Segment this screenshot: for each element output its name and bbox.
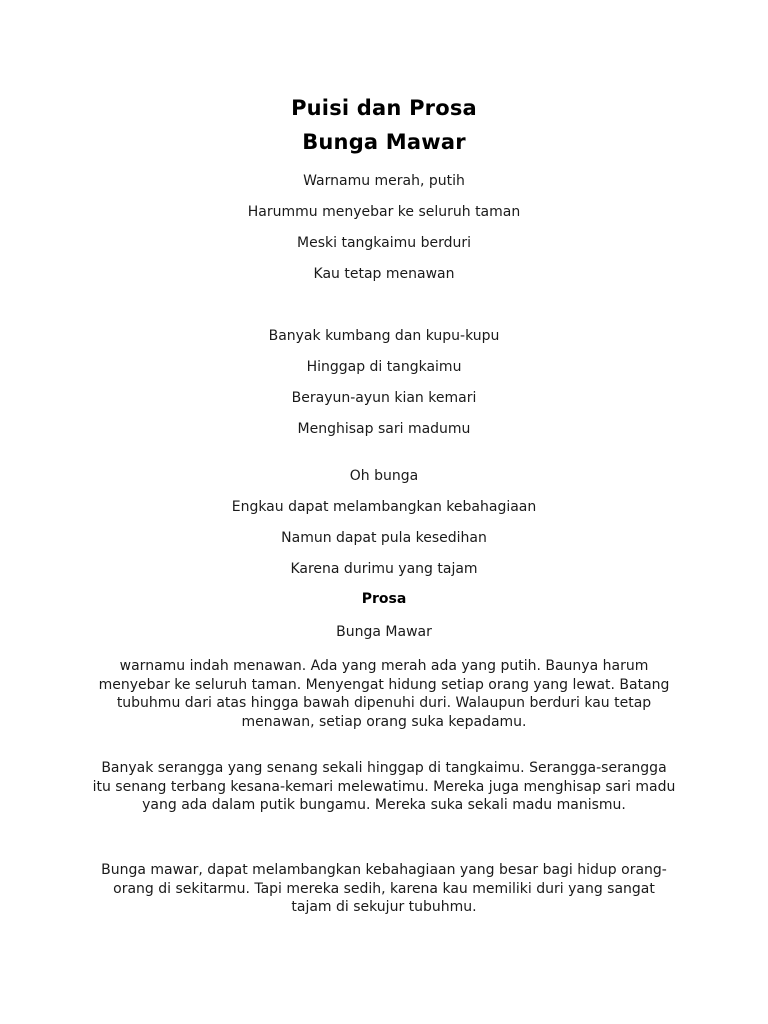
poem-line: Engkau dapat melambangkan kebahagiaan <box>231 499 537 515</box>
prosa-subtitle: Bunga Mawar <box>336 624 432 640</box>
prosa-paragraph-1: warnamu indah menawan. Ada yang merah ada yang putih. Baunya harum menyebar ke seluruh taman. Menyengat hidung setiap orang yang lewat. Batang tubuhmu dari atas hingga bawah dipenuhi duri. Walaupun berduri kau tetap menawan, setiap orang suka kepadamu. <box>98 658 670 730</box>
poem-line: Kau tetap menawan <box>313 266 455 282</box>
poem-line: Meski tangkaimu berduri <box>297 235 471 251</box>
poem-stanza-1 <box>0 166 768 290</box>
poem-line: Harummu menyebar ke seluruh taman <box>247 204 521 220</box>
poem-line: Karena durimu yang tajam <box>290 561 478 577</box>
poem-line: Oh bunga <box>349 468 419 484</box>
poem-line: Menghisap sari madumu <box>297 421 471 437</box>
prosa-heading: Prosa <box>361 591 407 607</box>
poem-line: Berayun-ayun kian kemari <box>291 390 477 406</box>
poem-line: Hinggap di tangkaimu <box>306 359 462 375</box>
prosa-paragraph-3: Bunga mawar, dapat melambangkan kebahagiaan yang besar bagi hidup orang-orang di sekitarmu. Tapi mereka sedih, karena kau memiliki duri yang sangat tajam di sekujur tubuhmu. <box>101 862 667 915</box>
poem-line: Namun dapat pula kesedihan <box>281 530 487 546</box>
poem-line: Banyak kumbang dan kupu-kupu <box>268 328 500 344</box>
poem-line: Warnamu merah, putih <box>303 173 465 189</box>
prosa-paragraph-2: Banyak serangga yang senang sekali hinggap di tangkaimu. Serangga-serangga itu senang terbang kesana-kemari melewatimu. Mereka juga menghisap sari madu yang ada dalam putik bungamu. Mereka suka sekali madu manismu. <box>92 760 676 813</box>
poem-stanza-3 <box>0 461 768 585</box>
poem-stanza-2 <box>0 321 768 445</box>
document-title: Puisi dan Prosa <box>291 96 477 120</box>
document-subtitle: Bunga Mawar <box>302 130 466 154</box>
